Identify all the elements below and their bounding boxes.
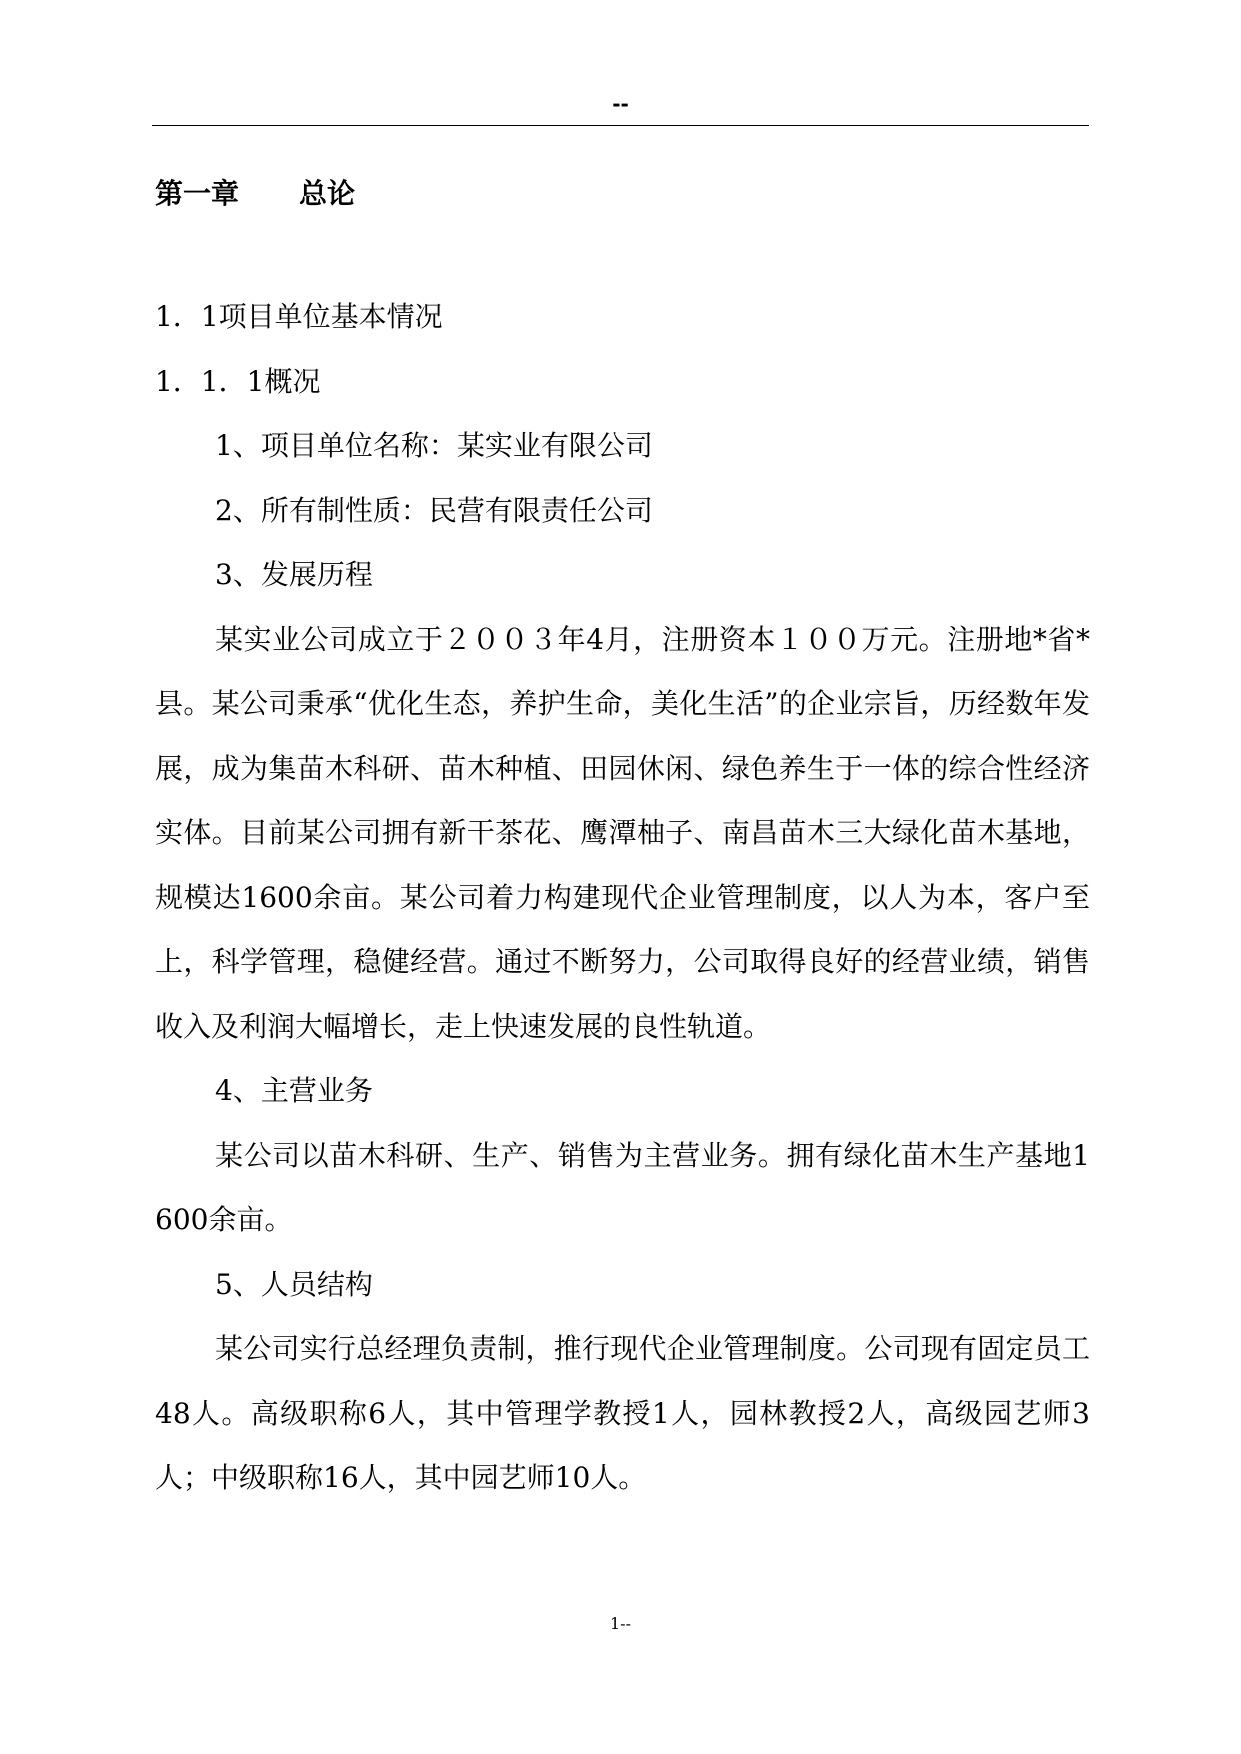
section-heading-1-1: 1．1项目单位基本情况 [155,300,443,333]
item-staff-heading: 5、人员结构 [215,1267,373,1301]
section-heading-1-1-1: 1．1．1概况 [155,364,321,398]
page-header [152,92,1089,128]
history-paragraph: 某实业公司成立于２００３年4月，注册资本１００万元。注册地*省*县。某公司秉承“优化生态，养护生命，美化生活”的企业宗旨，历经数年发展，成为集苗木科研、苗木种植、田园休闲、绿色养生于一体的综合性经济实体。目前某公司拥有新干茶花、鹰潭柚子、南昌苗木三大绿化苗木基地，规模达1600余亩。某公司着力构建现代企业管理制度，以人为本，客户至上，科学管理，稳健经营。通过不断努力，公司取得良好的经营业绩，销售收入及利润大幅增长，走上快速发展的良性轨道。 [155,622,1090,1043]
page-number: 1-- [610,1614,631,1633]
item-unit-name: 1、项目单位名称：某实业有限公司 [215,429,653,462]
chapter-number: 第一章 [155,177,240,210]
header-text: -- [612,92,629,116]
business-paragraph: 某公司以苗木科研、生产、销售为主营业务。拥有绿化苗木生产基地1600余亩。 [155,1138,1090,1236]
staff-paragraph: 某公司实行总经理负责制，推行现代企业管理制度。公司现有固定员工48人。高级职称6人，其中管理学教授1人，园林教授2人，高级园艺师3人；中级职称16人，其中园艺师10人。 [155,1332,1090,1494]
header-rule [152,125,1089,126]
chapter-title [155,165,1090,223]
document-body [155,165,1090,1511]
item-history-heading: 3、发展历程 [215,558,373,591]
item-business-heading: 4、主营业务 [215,1074,373,1107]
chapter-name: 总论 [299,177,356,210]
item-ownership: 2、所有制性质：民营有限责任公司 [215,493,653,527]
